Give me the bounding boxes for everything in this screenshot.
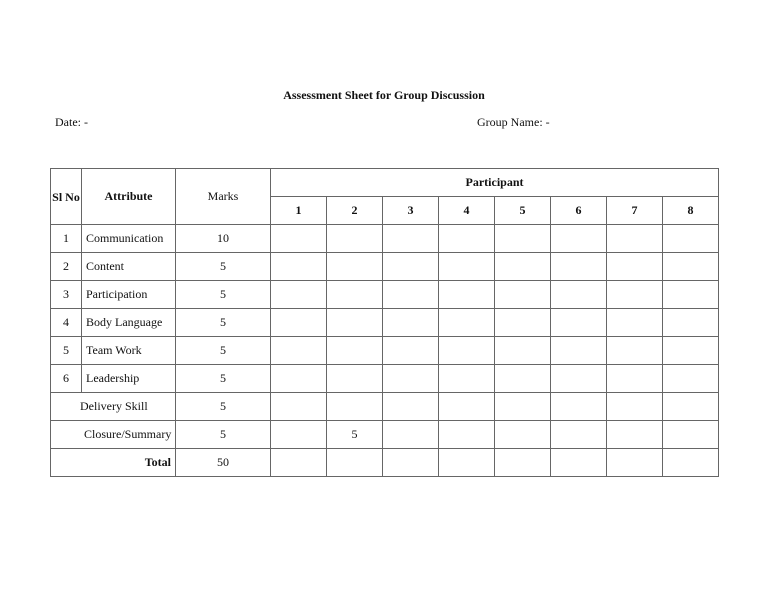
participant-number: 8: [663, 197, 719, 225]
score-cell: [383, 393, 439, 421]
score-cell: [663, 253, 719, 281]
sl-no-cell: 2: [51, 253, 82, 281]
attribute-cell: Team Work: [82, 337, 176, 365]
score-cell: [551, 421, 607, 449]
attribute-cell: Closure/Summary: [51, 421, 176, 449]
score-cell: [607, 309, 663, 337]
score-cell: [495, 281, 551, 309]
table-row: [51, 281, 719, 309]
score-cell: [663, 309, 719, 337]
score-cell: [551, 365, 607, 393]
score-cell: [383, 225, 439, 253]
score-cell: [439, 421, 495, 449]
marks-cell: 5: [176, 421, 271, 449]
score-cell: [383, 449, 439, 477]
score-cell: [327, 225, 383, 253]
score-cell: [439, 393, 495, 421]
attribute-cell: Communication: [82, 225, 176, 253]
score-cell: [663, 365, 719, 393]
score-cell: [607, 225, 663, 253]
score-cell: [551, 281, 607, 309]
score-cell: [663, 225, 719, 253]
sl-no-cell: 4: [51, 309, 82, 337]
score-cell: [439, 253, 495, 281]
marks-cell: 5: [176, 309, 271, 337]
score-cell: [495, 365, 551, 393]
table-row: [51, 393, 719, 421]
document-title: Assessment Sheet for Group Discussion: [283, 88, 485, 102]
score-cell: [663, 337, 719, 365]
score-cell: [327, 393, 383, 421]
marks-cell: 5: [176, 281, 271, 309]
score-cell: [607, 281, 663, 309]
score-cell: [271, 421, 327, 449]
marks-cell: 10: [176, 225, 271, 253]
total-label: Total: [51, 449, 176, 477]
participant-number: 4: [439, 197, 495, 225]
marks-cell: 5: [176, 393, 271, 421]
attribute-cell: Delivery Skill: [51, 393, 176, 421]
score-cell: [271, 253, 327, 281]
participant-number: 1: [271, 197, 327, 225]
participant-number: 7: [607, 197, 663, 225]
score-cell: [327, 337, 383, 365]
score-cell: [495, 421, 551, 449]
attribute-cell: Content: [82, 253, 176, 281]
total-row: [51, 449, 719, 477]
score-cell: [271, 309, 327, 337]
score-cell: [383, 365, 439, 393]
marks-cell: 5: [176, 253, 271, 281]
score-cell: 5: [327, 421, 383, 449]
sl-no-cell: 6: [51, 365, 82, 393]
score-cell: [551, 253, 607, 281]
sl-no-cell: 1: [51, 225, 82, 253]
participant-number: 2: [327, 197, 383, 225]
marks-header: Marks: [176, 169, 271, 225]
attribute-cell: Body Language: [82, 309, 176, 337]
score-cell: [551, 393, 607, 421]
score-cell: [271, 337, 327, 365]
score-cell: [607, 365, 663, 393]
score-cell: [495, 337, 551, 365]
score-cell: [327, 253, 383, 281]
sl-no-cell: 3: [51, 281, 82, 309]
sl-no-header: Sl No: [51, 169, 82, 225]
attribute-header: Attribute: [82, 169, 176, 225]
table-row: [51, 253, 719, 281]
table-row: [51, 309, 719, 337]
attribute-cell: Participation: [82, 281, 176, 309]
table-row: [51, 365, 719, 393]
participant-number: 6: [551, 197, 607, 225]
table-row: [51, 225, 719, 253]
participant-header: Participant: [271, 169, 719, 197]
assessment-table: [50, 168, 719, 477]
attribute-cell: Leadership: [82, 365, 176, 393]
score-cell: [327, 281, 383, 309]
score-cell: [383, 253, 439, 281]
score-cell: [663, 393, 719, 421]
group-name-label: Group Name: -: [477, 115, 550, 129]
score-cell: [663, 281, 719, 309]
score-cell: [383, 421, 439, 449]
score-cell: [495, 309, 551, 337]
score-cell: [551, 225, 607, 253]
score-cell: [607, 337, 663, 365]
score-cell: [495, 393, 551, 421]
score-cell: [607, 393, 663, 421]
score-cell: [383, 337, 439, 365]
participant-number: 5: [495, 197, 551, 225]
score-cell: [271, 281, 327, 309]
marks-cell: 5: [176, 365, 271, 393]
score-cell: [439, 309, 495, 337]
score-cell: [439, 365, 495, 393]
score-cell: [383, 309, 439, 337]
score-cell: [551, 309, 607, 337]
table-row: [51, 421, 719, 449]
score-cell: [271, 449, 327, 477]
date-label: Date: -: [55, 115, 88, 129]
score-cell: [551, 449, 607, 477]
total-marks: 50: [176, 449, 271, 477]
score-cell: [439, 337, 495, 365]
score-cell: [439, 225, 495, 253]
score-cell: [439, 281, 495, 309]
score-cell: [439, 449, 495, 477]
table-row: [51, 337, 719, 365]
score-cell: [271, 225, 327, 253]
score-cell: [327, 449, 383, 477]
sl-no-cell: 5: [51, 337, 82, 365]
score-cell: [327, 365, 383, 393]
score-cell: [271, 393, 327, 421]
score-cell: [495, 449, 551, 477]
score-cell: [551, 337, 607, 365]
score-cell: [607, 253, 663, 281]
score-cell: [663, 421, 719, 449]
score-cell: [663, 449, 719, 477]
score-cell: [271, 365, 327, 393]
score-cell: [495, 253, 551, 281]
marks-cell: 5: [176, 337, 271, 365]
participant-number: 3: [383, 197, 439, 225]
header-row-1: [51, 169, 719, 197]
score-cell: [383, 281, 439, 309]
score-cell: [607, 421, 663, 449]
score-cell: [607, 449, 663, 477]
score-cell: [327, 309, 383, 337]
score-cell: [495, 225, 551, 253]
